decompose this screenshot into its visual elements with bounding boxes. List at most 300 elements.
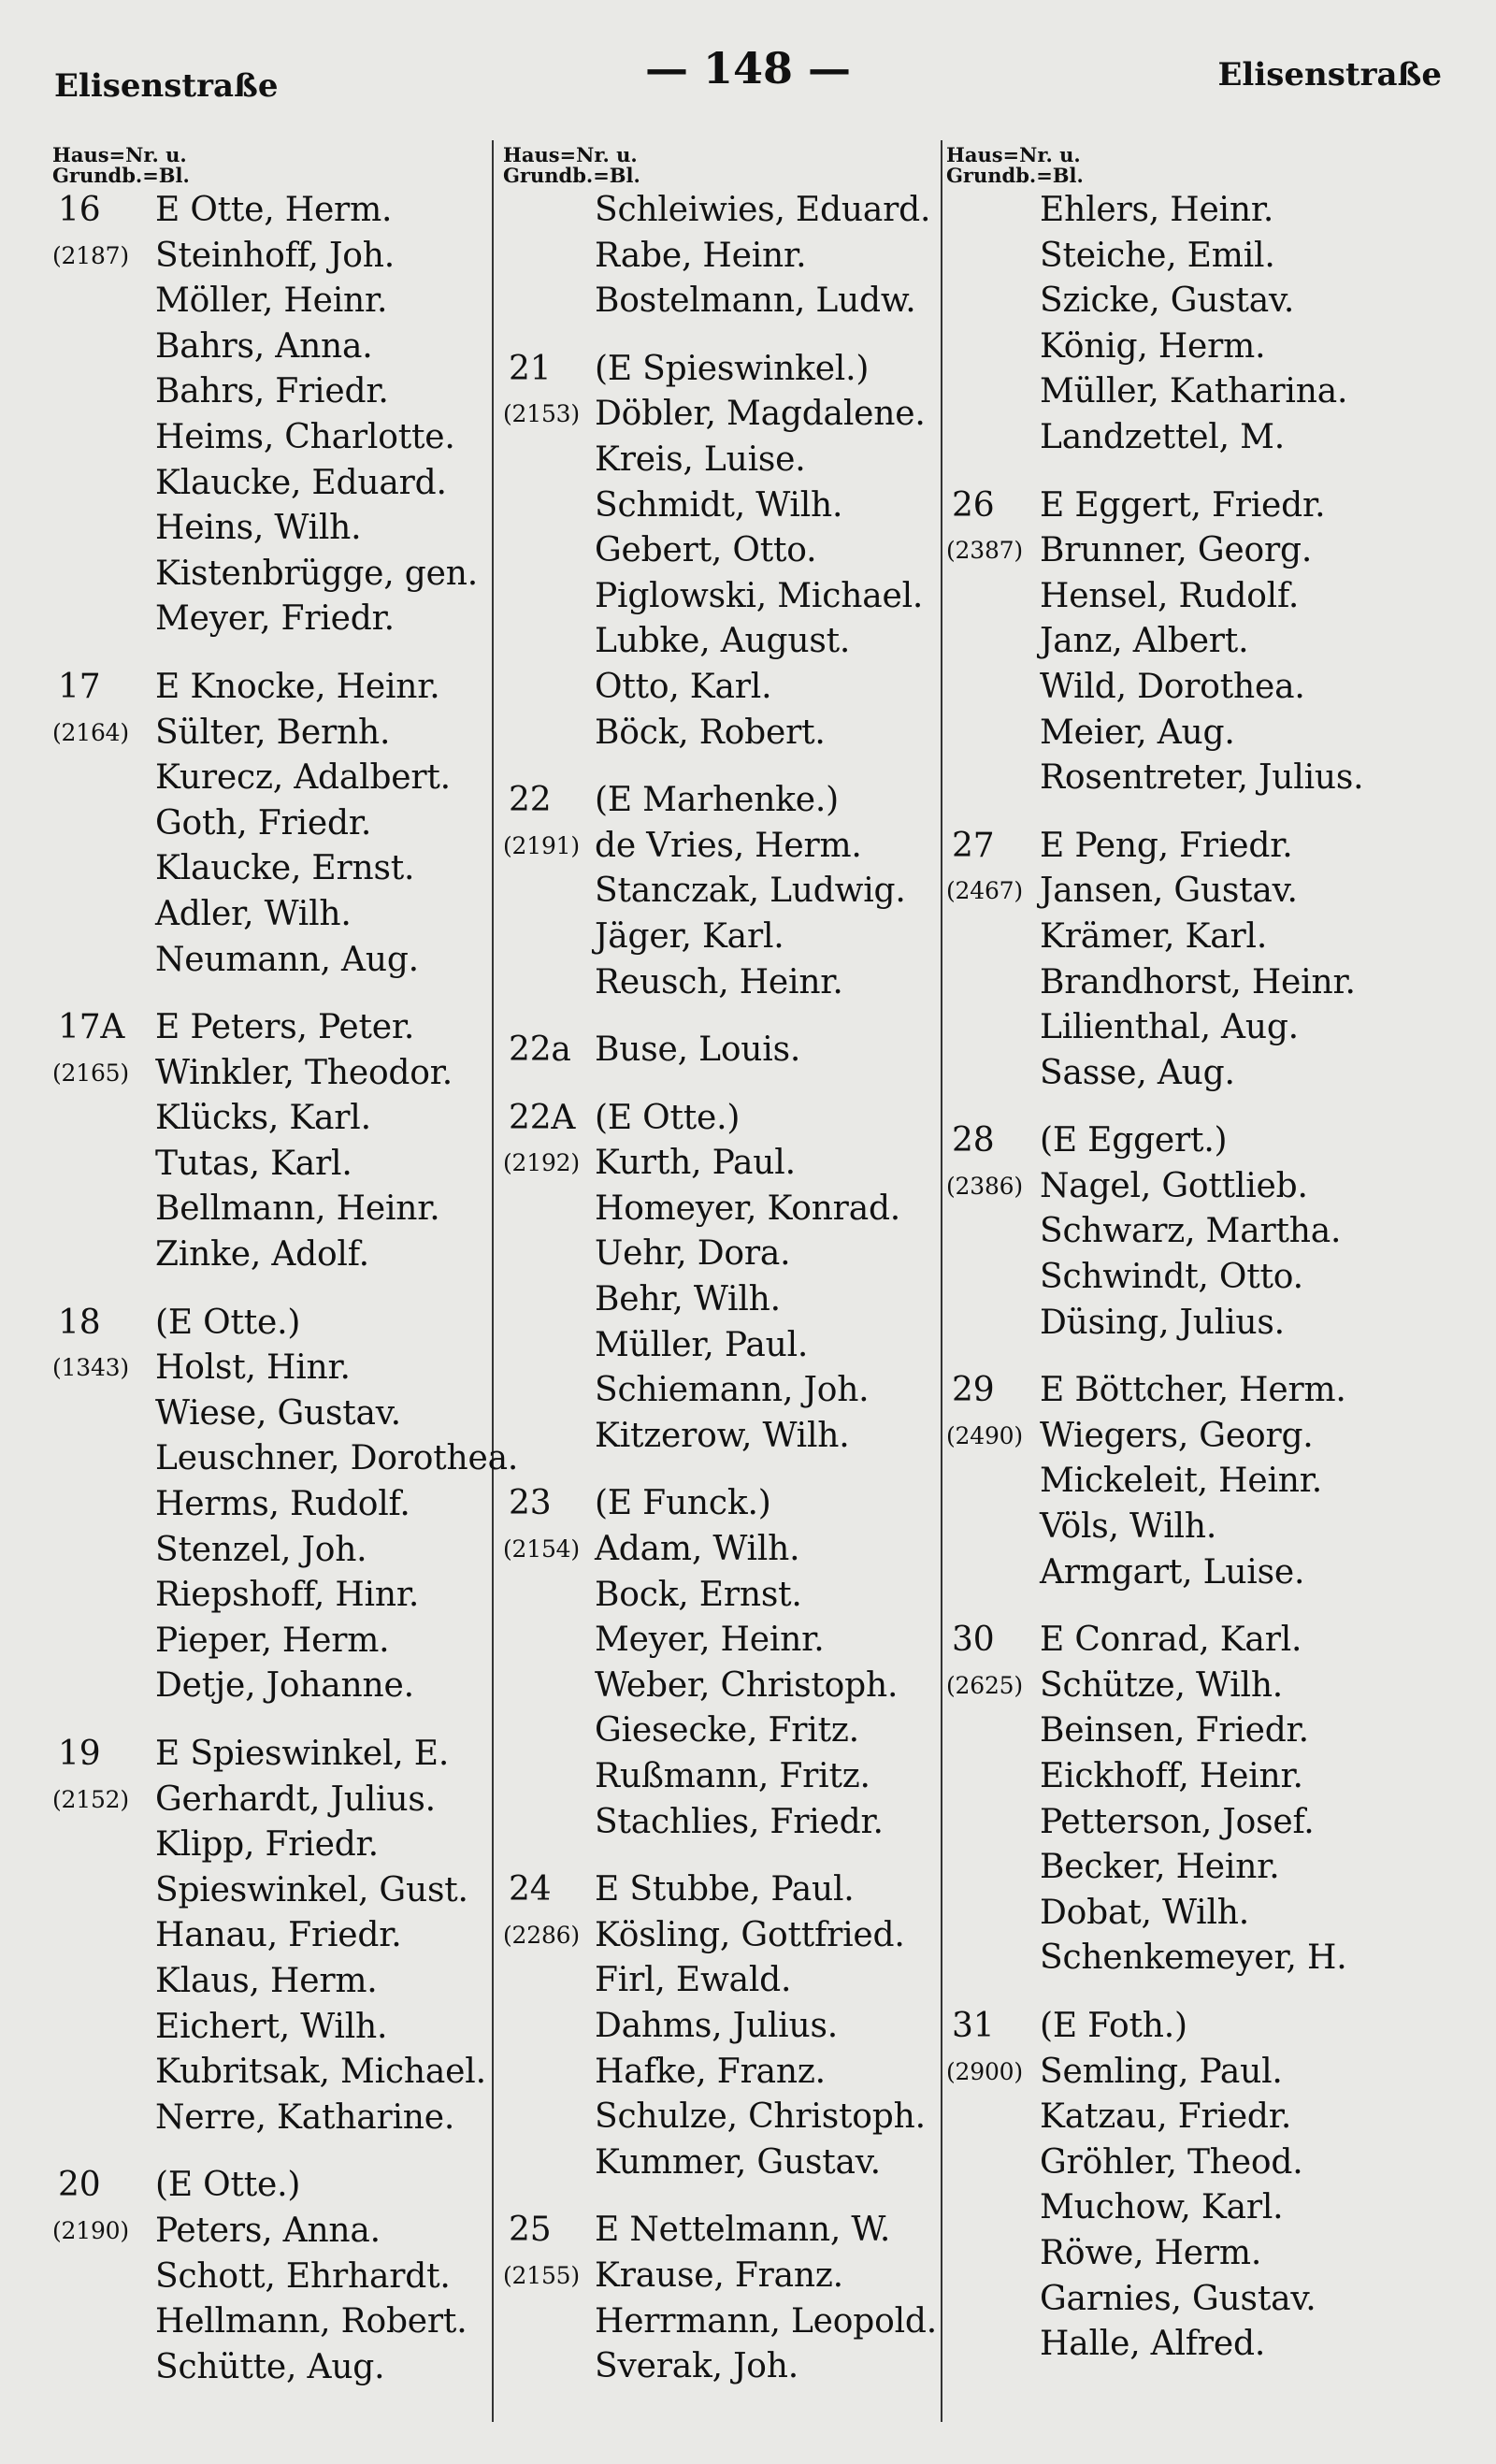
resident-name: E Böttcher, Herm. bbox=[1040, 1371, 1346, 1410]
resident-row bbox=[52, 1142, 482, 1188]
resident-name: (E Funck.) bbox=[595, 1484, 771, 1523]
resident-row bbox=[52, 506, 482, 552]
resident-name: Steiche, Emil. bbox=[1040, 236, 1275, 275]
resident-row bbox=[503, 1708, 942, 1754]
house-number: 27 bbox=[952, 826, 995, 865]
column-header-line: Grundb.=Bl. bbox=[946, 164, 1084, 187]
resident-row bbox=[52, 892, 482, 938]
resident-name: Müller, Paul. bbox=[595, 1325, 809, 1364]
resident-row bbox=[946, 1005, 1451, 1051]
spacer bbox=[946, 461, 1451, 483]
resident-name: Brandhorst, Heinr. bbox=[1040, 962, 1356, 1001]
resident-name: Schwindt, Otto. bbox=[1040, 1258, 1303, 1297]
resident-row bbox=[503, 2095, 942, 2140]
resident-name: Buse, Louis. bbox=[595, 1030, 801, 1070]
resident-name: Dahms, Julius. bbox=[595, 2006, 838, 2045]
resident-row bbox=[503, 1754, 942, 1800]
resident-row bbox=[52, 1096, 482, 1142]
resident-name: Klaus, Herm. bbox=[155, 1961, 378, 2000]
resident-name: Gröhler, Theod. bbox=[1040, 2142, 1303, 2182]
resident-row bbox=[946, 915, 1451, 960]
resident-row bbox=[52, 1823, 482, 1868]
resident-name: Reusch, Heinr. bbox=[595, 962, 843, 1001]
resident-row bbox=[503, 279, 942, 324]
spacer bbox=[52, 2140, 482, 2163]
resident-row bbox=[52, 597, 482, 642]
spacer bbox=[946, 1981, 1451, 2004]
resident-name: Kitzerow, Wilh. bbox=[595, 1416, 850, 1455]
resident-row bbox=[503, 619, 942, 665]
house-number: 17 bbox=[58, 667, 101, 706]
resident-name: Firl, Ewald. bbox=[595, 1961, 792, 2000]
spacer bbox=[503, 756, 942, 778]
house-number: 25 bbox=[509, 2211, 552, 2250]
house-entry bbox=[503, 2185, 942, 2389]
resident-row bbox=[52, 846, 482, 892]
house-number: 17A bbox=[58, 1008, 125, 1047]
resident-name: Meyer, Friedr. bbox=[155, 599, 395, 639]
resident-row bbox=[52, 369, 482, 415]
resident-row bbox=[946, 1891, 1451, 1937]
grundbuch-number: (2386) bbox=[946, 1172, 1023, 1200]
resident-name: Döbler, Magdalene. bbox=[595, 395, 926, 434]
resident-name: Heins, Wilh. bbox=[155, 509, 362, 548]
resident-row bbox=[503, 1232, 942, 1277]
resident-name: Hellmann, Robert. bbox=[155, 2302, 468, 2342]
resident-row bbox=[946, 869, 1451, 915]
resident-row bbox=[946, 665, 1451, 711]
resident-name: Stenzel, Joh. bbox=[155, 1530, 367, 1569]
resident-row bbox=[52, 188, 482, 234]
grundbuch-number: (2164) bbox=[52, 718, 129, 746]
resident-name: Krause, Franz. bbox=[595, 2255, 843, 2295]
resident-name: Kistenbrügge, gen. bbox=[155, 554, 478, 593]
resident-row bbox=[946, 756, 1451, 801]
resident-name: Wiegers, Georg. bbox=[1040, 1416, 1314, 1455]
resident-row bbox=[503, 1527, 942, 1573]
house-entry bbox=[503, 1073, 942, 1460]
resident-row bbox=[52, 1346, 482, 1391]
resident-row bbox=[503, 778, 942, 824]
resident-name: Schenkemeyer, H. bbox=[1040, 1938, 1347, 1978]
resident-row bbox=[52, 2163, 482, 2209]
resident-row bbox=[946, 2185, 1451, 2231]
resident-name: Schott, Ehrhardt. bbox=[155, 2256, 451, 2296]
grundbuch-number: (2152) bbox=[52, 1785, 129, 1813]
resident-row bbox=[52, 279, 482, 324]
resident-row bbox=[503, 1913, 942, 1959]
resident-row bbox=[503, 1618, 942, 1664]
resident-row bbox=[946, 1754, 1451, 1800]
resident-row bbox=[52, 1301, 482, 1347]
resident-name: Lilienthal, Aug. bbox=[1040, 1008, 1299, 1047]
resident-name: Schmidt, Wilh. bbox=[595, 485, 843, 525]
resident-name: Riepshoff, Hinr. bbox=[155, 1576, 420, 1615]
resident-row bbox=[946, 2277, 1451, 2323]
resident-name: Jäger, Karl. bbox=[595, 916, 784, 956]
resident-row bbox=[52, 938, 482, 984]
resident-row bbox=[946, 369, 1451, 415]
spacer bbox=[52, 642, 482, 665]
street-title-right: Elisenstraße bbox=[1217, 56, 1442, 94]
column-header-line: Haus=Nr. u. bbox=[52, 143, 187, 166]
resident-name: de Vries, Herm. bbox=[595, 826, 862, 865]
resident-name: Hafke, Franz. bbox=[595, 2052, 826, 2091]
spacer bbox=[503, 1845, 942, 1867]
resident-name: Heims, Charlotte. bbox=[155, 417, 455, 456]
resident-row bbox=[503, 1958, 942, 2004]
resident-row bbox=[52, 1868, 482, 1914]
resident-name: Ehlers, Heinr. bbox=[1040, 191, 1274, 229]
resident-name: Meyer, Heinr. bbox=[595, 1621, 825, 1660]
house-entry bbox=[946, 801, 1451, 1097]
resident-row bbox=[946, 1368, 1451, 1414]
resident-name: Adler, Wilh. bbox=[155, 894, 352, 933]
resident-name: Semling, Paul. bbox=[1040, 2052, 1283, 2091]
resident-name: Sasse, Aug. bbox=[1040, 1053, 1235, 1092]
resident-row bbox=[52, 552, 482, 598]
resident-row bbox=[946, 2050, 1451, 2096]
house-entry bbox=[503, 188, 942, 324]
resident-name: E Nettelmann, W. bbox=[595, 2211, 891, 2250]
resident-name: Bahrs, Friedr. bbox=[155, 372, 389, 411]
resident-row bbox=[503, 483, 942, 529]
resident-name: E Knocke, Heinr. bbox=[155, 667, 440, 706]
house-entry bbox=[52, 2140, 482, 2390]
resident-name: Müller, Katharina. bbox=[1040, 372, 1348, 411]
house-number: 16 bbox=[58, 191, 101, 229]
resident-row bbox=[946, 1664, 1451, 1709]
resident-name: Goth, Friedr. bbox=[155, 803, 372, 843]
street-title-left: Elisenstraße bbox=[54, 67, 279, 105]
house-number: 22a bbox=[509, 1030, 571, 1070]
resident-name: Zinke, Adolf. bbox=[155, 1235, 369, 1275]
resident-name: E Stubbe, Paul. bbox=[595, 1870, 855, 1909]
resident-name: Bellmann, Heinr. bbox=[155, 1189, 440, 1229]
resident-name: Meier, Aug. bbox=[1040, 713, 1235, 752]
resident-name: Eichert, Wilh. bbox=[155, 2007, 388, 2046]
resident-row bbox=[503, 665, 942, 711]
resident-name: Beinsen, Friedr. bbox=[1040, 1711, 1309, 1751]
house-entry bbox=[503, 1459, 942, 1845]
resident-name: Klaucke, Eduard. bbox=[155, 463, 447, 502]
resident-row bbox=[503, 915, 942, 960]
resident-name: (E Foth.) bbox=[1040, 2006, 1187, 2045]
resident-name: Giesecke, Fritz. bbox=[595, 1711, 859, 1751]
resident-name: Kubritsak, Michael. bbox=[155, 2053, 486, 2092]
resident-row bbox=[503, 528, 942, 574]
resident-name: Kurecz, Adalbert. bbox=[155, 758, 451, 798]
resident-row bbox=[503, 1141, 942, 1187]
resident-row bbox=[946, 1708, 1451, 1754]
column-3 bbox=[946, 145, 1451, 2368]
resident-name: Winkler, Theodor. bbox=[155, 1053, 453, 1092]
resident-row bbox=[946, 1459, 1451, 1505]
resident-name: E Peters, Peter. bbox=[155, 1008, 415, 1047]
column-header-line: Haus=Nr. u. bbox=[946, 143, 1081, 166]
resident-row bbox=[503, 1096, 942, 1142]
resident-name: Bock, Ernst. bbox=[595, 1575, 802, 1614]
spacer bbox=[503, 2185, 942, 2208]
house-number: 23 bbox=[509, 1484, 552, 1523]
resident-row bbox=[503, 1800, 942, 1846]
resident-row bbox=[52, 2096, 482, 2141]
resident-row bbox=[52, 1391, 482, 1437]
resident-name: Spieswinkel, Gust. bbox=[155, 1870, 468, 1909]
resident-name: Mickeleit, Heinr. bbox=[1040, 1462, 1323, 1501]
resident-row bbox=[946, 619, 1451, 665]
resident-name: Piglowski, Michael. bbox=[595, 576, 924, 615]
resident-row bbox=[946, 1550, 1451, 1596]
resident-row bbox=[503, 1323, 942, 1369]
resident-row bbox=[946, 279, 1451, 324]
resident-name: Hanau, Friedr. bbox=[155, 1916, 402, 1955]
resident-row bbox=[503, 2140, 942, 2186]
resident-name: Sverak, Joh. bbox=[595, 2347, 799, 2386]
resident-name: Kurth, Paul. bbox=[595, 1144, 796, 1183]
house-entry bbox=[946, 1096, 1451, 1346]
grundbuch-number: (2191) bbox=[503, 831, 580, 859]
grundbuch-number: (2154) bbox=[503, 1535, 580, 1563]
resident-name: Schwarz, Martha. bbox=[1040, 1212, 1342, 1251]
resident-name: Bahrs, Anna. bbox=[155, 326, 373, 366]
grundbuch-number: (2286) bbox=[503, 1921, 580, 1949]
resident-row bbox=[503, 2254, 942, 2299]
resident-name: Jansen, Gustav. bbox=[1040, 872, 1298, 911]
resident-row bbox=[503, 2344, 942, 2390]
grundbuch-number: (2490) bbox=[946, 1421, 1023, 1449]
house-number: 19 bbox=[58, 1735, 101, 1773]
house-number: 22 bbox=[509, 781, 552, 820]
column-header bbox=[946, 145, 1451, 186]
resident-name: E Conrad, Karl. bbox=[1040, 1621, 1302, 1660]
resident-row bbox=[946, 2322, 1451, 2368]
resident-row bbox=[503, 711, 942, 756]
resident-name: Otto, Karl. bbox=[595, 667, 772, 706]
resident-row bbox=[946, 1618, 1451, 1664]
resident-row bbox=[946, 1255, 1451, 1301]
resident-name: Katzau, Friedr. bbox=[1040, 2097, 1292, 2137]
resident-row bbox=[946, 1051, 1451, 1097]
resident-name: Krämer, Karl. bbox=[1040, 916, 1268, 956]
resident-row bbox=[52, 2299, 482, 2345]
grundbuch-number: (2153) bbox=[503, 400, 580, 428]
resident-row bbox=[52, 1573, 482, 1619]
resident-name: Wiese, Gustav. bbox=[155, 1393, 401, 1433]
resident-row bbox=[503, 1368, 942, 1414]
resident-name: Leuschner, Dorothea. bbox=[155, 1439, 519, 1478]
resident-name: Rabe, Heinr. bbox=[595, 236, 807, 275]
resident-name: Gerhardt, Julius. bbox=[155, 1780, 436, 1819]
house-entry bbox=[52, 1709, 486, 2140]
resident-name: Klücks, Karl. bbox=[155, 1099, 371, 1138]
resident-row bbox=[52, 1187, 482, 1232]
house-entry bbox=[503, 1005, 942, 1073]
house-number: 24 bbox=[509, 1870, 552, 1909]
resident-row bbox=[52, 461, 482, 507]
resident-row bbox=[946, 415, 1451, 461]
resident-row bbox=[503, 2004, 942, 2050]
resident-row bbox=[52, 234, 482, 280]
spacer bbox=[503, 1005, 942, 1028]
column-header bbox=[503, 145, 942, 186]
resident-name: Kösling, Gottfried. bbox=[595, 1915, 905, 1954]
spacer bbox=[503, 1073, 942, 1096]
resident-name: Bostelmann, Ludw. bbox=[595, 281, 916, 321]
resident-row bbox=[52, 1051, 482, 1097]
column-1 bbox=[52, 143, 519, 2390]
resident-name: Schütze, Wilh. bbox=[1040, 1665, 1284, 1705]
column-2 bbox=[503, 145, 942, 2390]
resident-row bbox=[503, 1028, 942, 1073]
resident-row bbox=[946, 188, 1451, 234]
house-number: 21 bbox=[509, 349, 552, 388]
grundbuch-number: (2900) bbox=[946, 2057, 1023, 2085]
column-header-line: Haus=Nr. u. bbox=[503, 143, 638, 166]
resident-name: Holst, Hinr. bbox=[155, 1348, 351, 1388]
resident-name: Völs, Wilh. bbox=[1040, 1507, 1217, 1547]
resident-name: Gebert, Otto. bbox=[595, 531, 817, 570]
spacer bbox=[946, 1595, 1451, 1618]
column-header-line: Grundb.=Bl. bbox=[503, 164, 640, 187]
resident-name: Stanczak, Ludwig. bbox=[595, 872, 906, 911]
resident-row bbox=[52, 1778, 482, 1823]
resident-row bbox=[946, 1800, 1451, 1846]
resident-name: (E Spieswinkel.) bbox=[595, 349, 870, 388]
resident-name: Neumann, Aug. bbox=[155, 940, 419, 979]
resident-name: Böck, Robert. bbox=[595, 713, 826, 752]
house-entry bbox=[946, 1595, 1451, 1981]
resident-name: E Otte, Herm. bbox=[155, 191, 393, 229]
resident-row bbox=[503, 438, 942, 483]
resident-name: Adam, Wilh. bbox=[595, 1530, 800, 1569]
resident-row bbox=[503, 1277, 942, 1323]
spacer bbox=[503, 324, 942, 347]
resident-row bbox=[946, 2004, 1451, 2050]
resident-row bbox=[503, 1414, 942, 1460]
resident-row bbox=[52, 1005, 482, 1051]
resident-row bbox=[52, 1732, 482, 1778]
house-number: 18 bbox=[58, 1303, 101, 1342]
resident-row bbox=[946, 1414, 1451, 1460]
resident-row bbox=[52, 665, 482, 711]
resident-row bbox=[52, 415, 482, 461]
resident-name: Wild, Dorothea. bbox=[1040, 667, 1305, 706]
house-number: 29 bbox=[952, 1371, 995, 1410]
grundbuch-number: (2467) bbox=[946, 877, 1023, 905]
resident-name: Rosentreter, Julius. bbox=[1040, 758, 1364, 798]
resident-row bbox=[503, 2208, 942, 2254]
resident-row bbox=[52, 1913, 482, 1959]
resident-name: Eickhoff, Heinr. bbox=[1040, 1757, 1303, 1795]
resident-row bbox=[503, 960, 942, 1006]
house-entry bbox=[52, 1278, 519, 1709]
resident-row bbox=[503, 1867, 942, 1913]
resident-name: Becker, Heinr. bbox=[1040, 1848, 1280, 1887]
spacer bbox=[52, 1278, 482, 1301]
resident-name: Stachlies, Friedr. bbox=[595, 1802, 884, 1841]
resident-name: Brunner, Georg. bbox=[1040, 531, 1313, 570]
resident-name: Pieper, Herm. bbox=[155, 1621, 390, 1660]
resident-name: Armgart, Luise. bbox=[1040, 1552, 1305, 1592]
resident-name: König, Herm. bbox=[1040, 326, 1266, 366]
house-number: 20 bbox=[58, 2166, 101, 2205]
resident-row bbox=[946, 1505, 1451, 1550]
resident-name: Sülter, Bernh. bbox=[155, 713, 391, 752]
resident-name: Janz, Albert. bbox=[1040, 622, 1249, 661]
resident-row bbox=[946, 574, 1451, 620]
resident-name: Weber, Christoph. bbox=[595, 1665, 899, 1705]
spacer bbox=[52, 1709, 482, 1732]
resident-name: Schiemann, Joh. bbox=[595, 1371, 870, 1410]
resident-name: (E Eggert.) bbox=[1040, 1121, 1228, 1160]
resident-name: E Eggert, Friedr. bbox=[1040, 485, 1326, 525]
spacer bbox=[946, 1096, 1451, 1118]
resident-name: Rußmann, Fritz. bbox=[595, 1757, 870, 1795]
resident-row bbox=[946, 2231, 1451, 2277]
resident-name: Hensel, Rudolf. bbox=[1040, 576, 1300, 615]
resident-name: Detje, Johanne. bbox=[155, 1666, 414, 1706]
resident-name: Schütte, Aug. bbox=[155, 2347, 385, 2386]
spacer bbox=[52, 983, 482, 1005]
resident-name: Uehr, Dora. bbox=[595, 1234, 791, 1274]
resident-name: Petterson, Josef. bbox=[1040, 1802, 1315, 1841]
resident-name: Nagel, Gottlieb. bbox=[1040, 1166, 1308, 1205]
resident-name: Röwe, Herm. bbox=[1040, 2233, 1262, 2272]
resident-row bbox=[503, 347, 942, 393]
resident-row bbox=[503, 824, 942, 870]
house-entry bbox=[503, 756, 942, 1005]
resident-name: Herrmann, Leopold. bbox=[595, 2301, 937, 2341]
resident-row bbox=[52, 756, 482, 801]
resident-name: Kummer, Gustav. bbox=[595, 2142, 881, 2182]
grundbuch-number: (2165) bbox=[52, 1059, 129, 1087]
resident-name: Klipp, Friedr. bbox=[155, 1825, 379, 1865]
resident-row bbox=[503, 1573, 942, 1619]
resident-name: Klaucke, Ernst. bbox=[155, 849, 415, 888]
resident-row bbox=[503, 188, 942, 234]
house-number: 31 bbox=[952, 2006, 995, 2045]
resident-row bbox=[946, 1845, 1451, 1891]
resident-row bbox=[52, 2255, 482, 2300]
house-number: 26 bbox=[952, 485, 995, 525]
resident-row bbox=[52, 711, 482, 756]
house-entry bbox=[946, 188, 1451, 461]
resident-name: (E Otte.) bbox=[595, 1098, 741, 1137]
resident-name: Garnies, Gustav. bbox=[1040, 2279, 1316, 2318]
resident-row bbox=[503, 574, 942, 620]
resident-row bbox=[52, 1959, 482, 2005]
resident-row bbox=[946, 483, 1451, 529]
spacer bbox=[946, 801, 1451, 824]
grundbuch-number: (2187) bbox=[52, 241, 129, 269]
resident-name: Peters, Anna. bbox=[155, 2211, 381, 2250]
resident-row bbox=[503, 2050, 942, 2096]
house-entry bbox=[503, 1845, 942, 2185]
resident-name: Lubke, August. bbox=[595, 622, 851, 661]
resident-name: E Spieswinkel, E. bbox=[155, 1735, 450, 1773]
resident-row bbox=[503, 1481, 942, 1527]
resident-row bbox=[946, 960, 1451, 1006]
resident-name: Möller, Heinr. bbox=[155, 281, 388, 321]
resident-name: E Peng, Friedr. bbox=[1040, 826, 1293, 865]
resident-name: Muchow, Karl. bbox=[1040, 2188, 1284, 2227]
resident-row bbox=[52, 324, 482, 370]
resident-row bbox=[946, 528, 1451, 574]
resident-row bbox=[52, 801, 482, 847]
resident-row bbox=[946, 324, 1451, 370]
resident-name: Landzettel, M. bbox=[1040, 417, 1286, 456]
